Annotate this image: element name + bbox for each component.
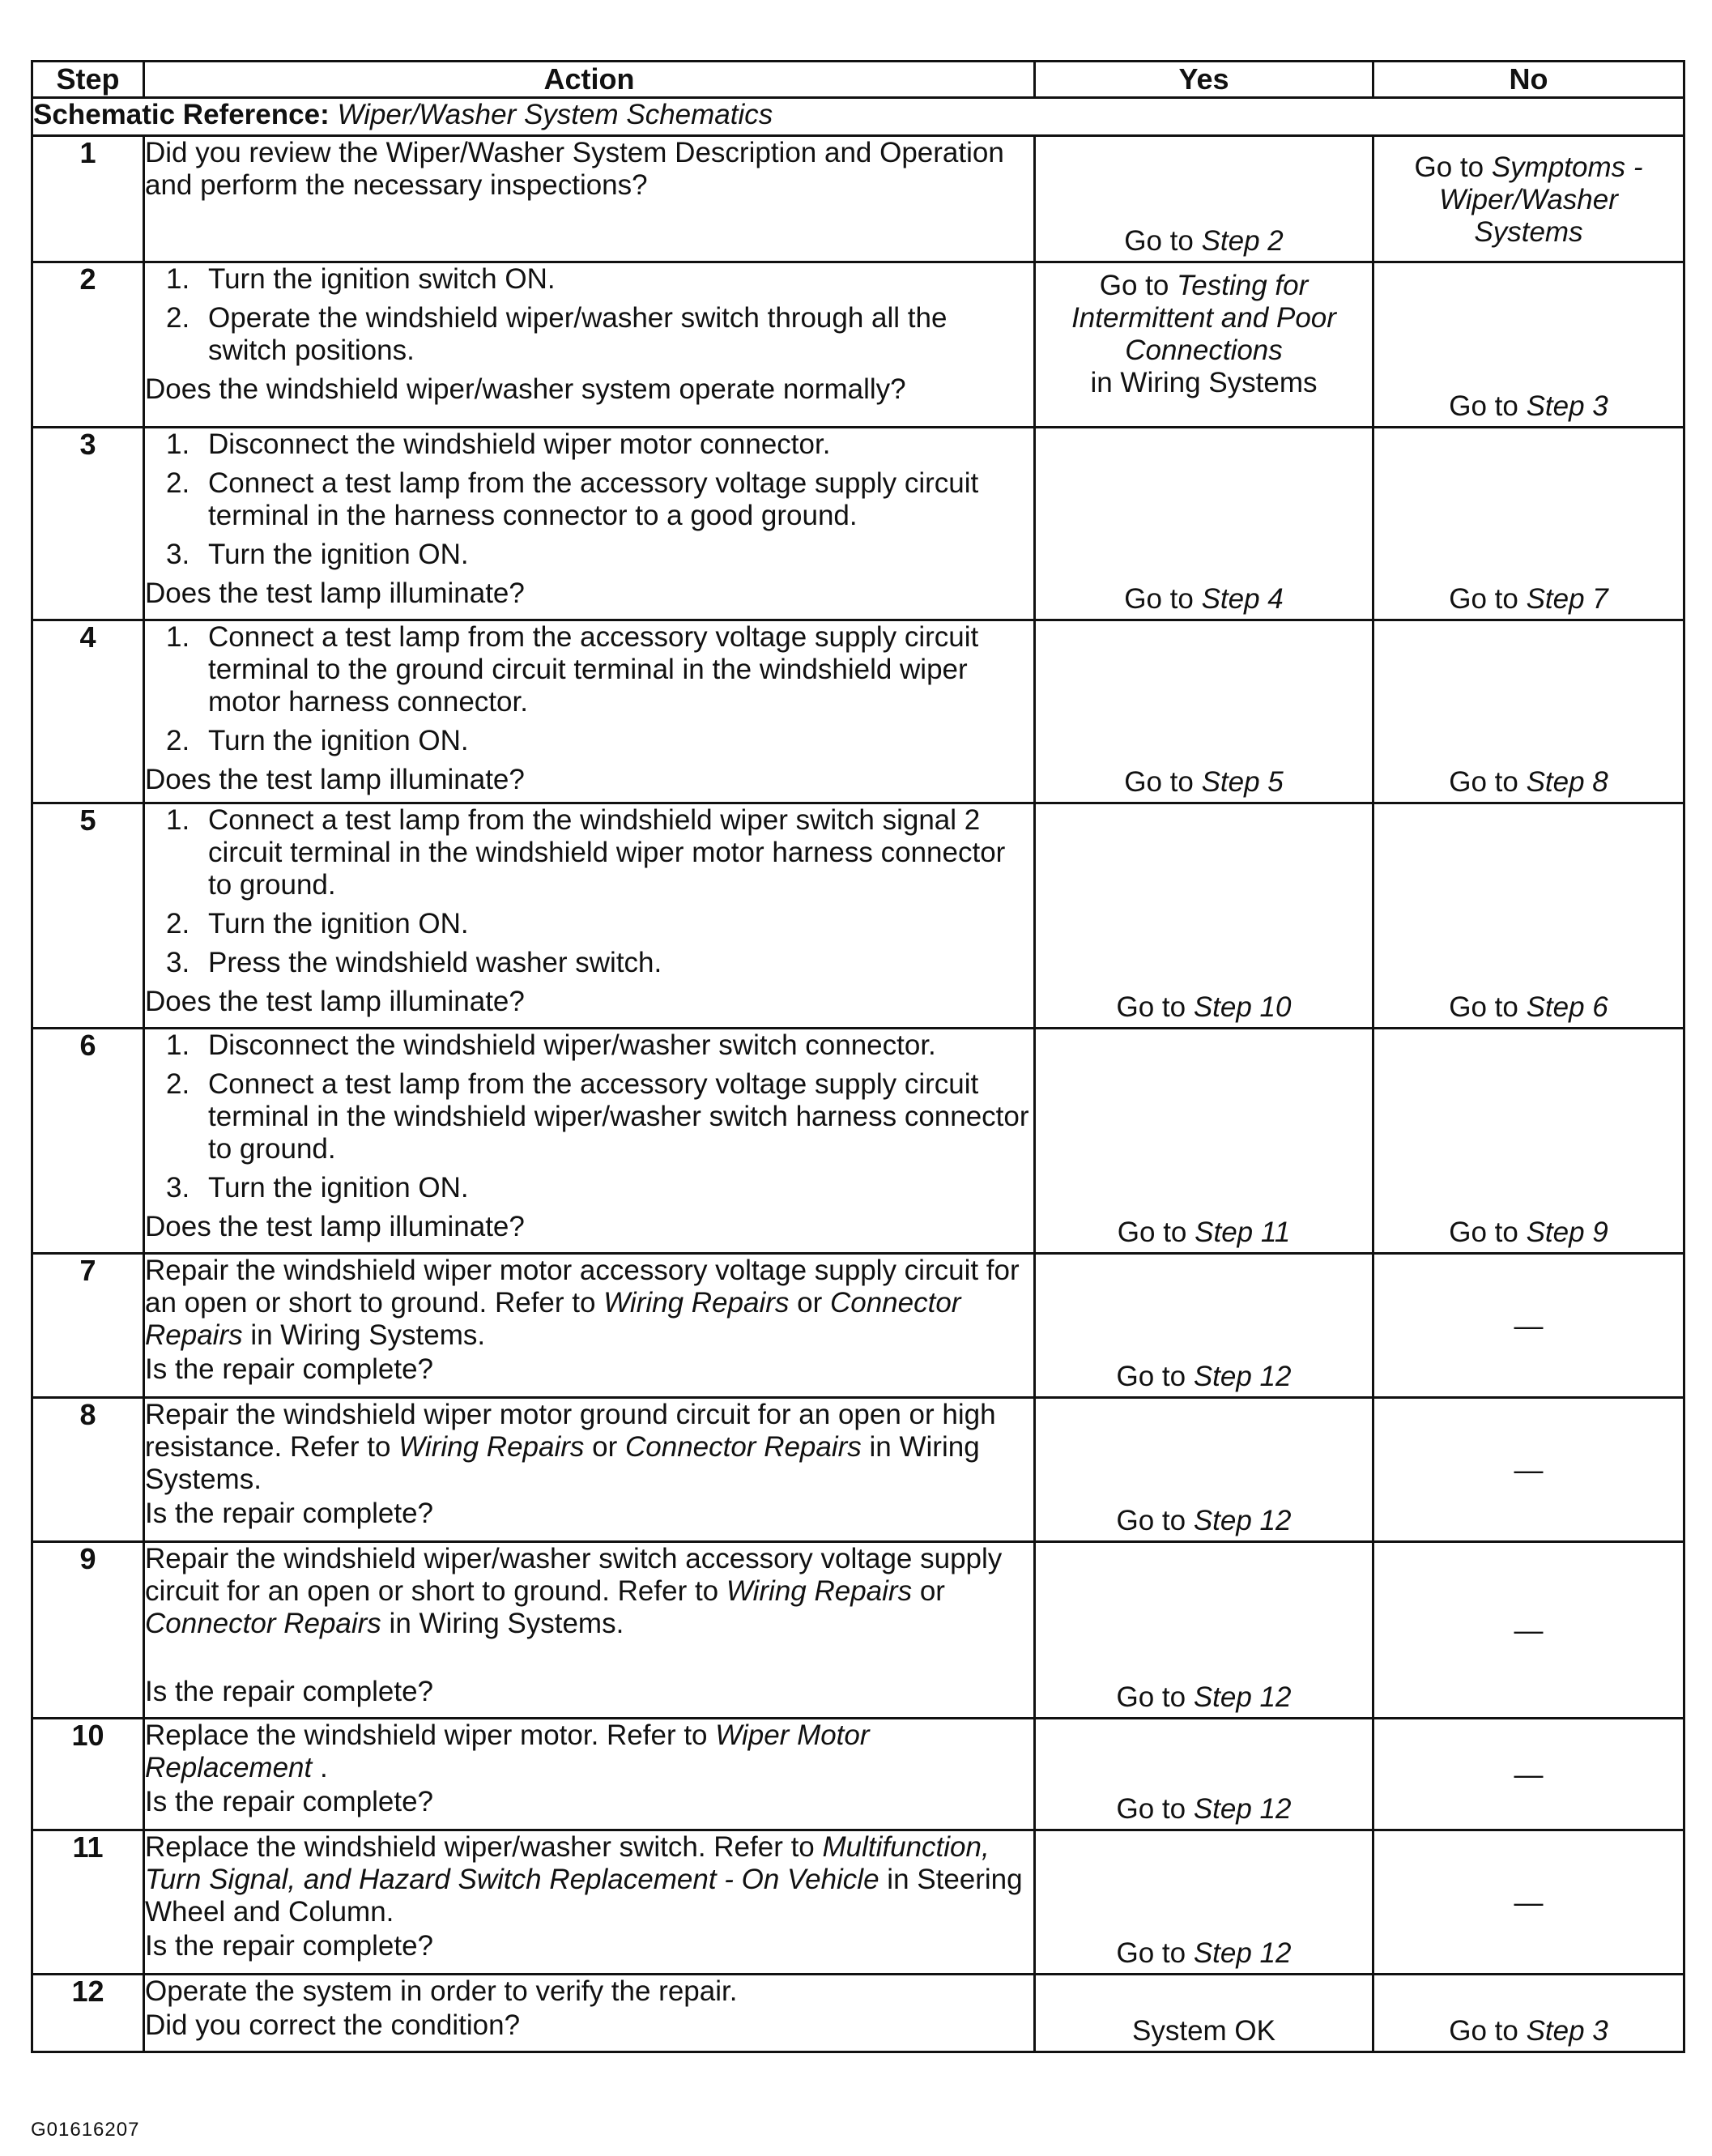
action-question: Does the test lamp illuminate?: [145, 577, 525, 609]
no-cell: [1373, 620, 1684, 803]
action-step: [145, 428, 1033, 461]
action-step-number: 2.: [166, 467, 190, 499]
yes-ref: Step 12: [1193, 1937, 1292, 1969]
action-question: Is the repair complete?: [145, 1930, 434, 1962]
action-step: [145, 1029, 1033, 1062]
no-cell: [1373, 136, 1684, 262]
no-outcome: [1374, 991, 1683, 1024]
action-step: [145, 1068, 1033, 1165]
diagnostic-table: [31, 60, 1685, 2053]
action-step-number: 2.: [166, 908, 190, 940]
action-text-part: Repair the windshield wiper/washer switch accessory voltage supply circuit for an open or short to ground. Refer to: [145, 1543, 1003, 1607]
action-step-number: 1.: [166, 621, 190, 653]
yes-prefix: Go to: [1124, 583, 1202, 615]
no-cell: [1373, 1719, 1684, 1830]
no-ref: Step 6: [1526, 991, 1608, 1023]
action-step: [145, 908, 1033, 940]
yes-outcome: [1036, 1681, 1372, 1714]
action-cell: [144, 1254, 1035, 1398]
action-question: Does the test lamp illuminate?: [145, 986, 525, 1017]
table-row: [32, 1719, 1684, 1830]
step-number: 12: [32, 1975, 144, 2052]
table-row: [32, 803, 1684, 1029]
yes-cell: [1035, 136, 1373, 262]
step-number: 1: [32, 136, 144, 262]
no-prefix: Go to: [1414, 151, 1492, 183]
action-text-part: or: [789, 1287, 830, 1319]
action-text: [145, 1719, 1033, 1784]
action-step-text: Connect a test lamp from the accessory voltage supply circuit terminal in the windshield wiper/washer switch harness connector to ground.: [208, 1068, 1029, 1165]
yes-cell: [1035, 1830, 1373, 1975]
action-steps: [145, 804, 1033, 979]
action-ref: Connector Repairs: [624, 1431, 862, 1463]
no-ref: Step 7: [1526, 583, 1608, 615]
action-step: [145, 1172, 1033, 1204]
schematic-label: Schematic Reference:: [33, 99, 330, 130]
yes-outcome: [1036, 1793, 1372, 1826]
table-row: [32, 620, 1684, 803]
yes-prefix: Go to: [1124, 225, 1202, 257]
action-steps: [145, 428, 1033, 571]
yes-cell: [1035, 1254, 1373, 1398]
yes-prefix: Go to: [1116, 1937, 1194, 1969]
action-text-part: in Steering Wheel and Column.: [145, 1864, 1023, 1928]
action-step-number: 1.: [166, 263, 190, 295]
action-question: Did you correct the condition?: [145, 2009, 521, 2041]
action-cell: [144, 803, 1035, 1029]
action-text-part: .: [312, 1752, 328, 1783]
no-ref-line2: Wiper/Washer: [1439, 184, 1618, 215]
yes-prefix: Go to: [1116, 1505, 1194, 1536]
no-cell: [1373, 1029, 1684, 1254]
action-step-number: 2.: [166, 1068, 190, 1100]
table-row: [32, 1830, 1684, 1975]
yes-ref-line3: Connections: [1125, 334, 1283, 366]
no-prefix: Go to: [1449, 766, 1527, 798]
table-row: [32, 1398, 1684, 1542]
yes-ref: Step 12: [1193, 1361, 1292, 1392]
action-steps: [145, 621, 1033, 757]
action-cell: [144, 1975, 1035, 2052]
step-number: 7: [32, 1254, 144, 1398]
action-text: Operate the system in order to verify the repair.: [145, 1975, 738, 2007]
no-outcome-none: —: [1514, 1885, 1544, 1919]
action-cell: [144, 136, 1035, 262]
yes-outcome: [1036, 1216, 1372, 1249]
no-outcome-none: —: [1514, 1452, 1544, 1486]
action-step-number: 3.: [166, 539, 190, 570]
no-outcome: [1374, 390, 1683, 423]
yes-outcome: System OK: [1132, 2015, 1275, 2047]
action-text-part: Repair the windshield wiper motor ground circuit for an open or high resistance. Refer to: [145, 1399, 996, 1463]
yes-outcome: [1036, 766, 1372, 799]
action-cell: [144, 428, 1035, 620]
yes-prefix: Go to: [1116, 1361, 1194, 1392]
action-step: [145, 947, 1033, 979]
action-text-part: Repair the windshield wiper motor accessory voltage supply circuit for an open or short to ground. Refer to: [145, 1255, 1020, 1319]
action-step-text: Connect a test lamp from the accessory voltage supply circuit terminal to the ground circuit terminal in the windshield wiper motor harness connector.: [208, 621, 979, 718]
step-number: 6: [32, 1029, 144, 1254]
action-steps: [145, 1029, 1033, 1204]
action-cell: [144, 1719, 1035, 1830]
action-step-number: 1.: [166, 804, 190, 836]
action-cell: [144, 1398, 1035, 1542]
action-text: [145, 1255, 1033, 1352]
step-number: 5: [32, 803, 144, 1029]
action-step-text: Disconnect the windshield wiper/washer switch connector.: [208, 1029, 936, 1061]
yes-prefix: Go to: [1116, 1793, 1194, 1825]
action-steps: [145, 263, 1033, 367]
action-ref: Connector Repairs: [145, 1608, 381, 1639]
yes-cell: [1035, 1975, 1373, 2052]
schematic-row: [32, 98, 1684, 136]
action-step-number: 1.: [166, 1029, 190, 1061]
action-text-part: or: [912, 1575, 945, 1607]
action-text-part: in Wiring Systems.: [145, 1431, 980, 1495]
yes-cell: [1035, 1719, 1373, 1830]
header-action: Action: [144, 62, 1035, 98]
action-step-text: Turn the ignition switch ON.: [208, 263, 556, 295]
yes-cell: [1035, 1398, 1373, 1542]
header-yes: Yes: [1035, 62, 1373, 98]
action-cell: [144, 262, 1035, 428]
no-cell: [1373, 803, 1684, 1029]
table-row: [32, 1254, 1684, 1398]
yes-ref: Step 12: [1193, 1681, 1292, 1713]
action-cell: [144, 1029, 1035, 1254]
no-prefix: Go to: [1449, 1216, 1527, 1248]
action-text: [145, 1831, 1033, 1928]
action-step-text: Turn the ignition ON.: [208, 1172, 469, 1204]
action-step-number: 3.: [166, 947, 190, 978]
yes-cell: [1035, 262, 1373, 428]
no-cell: [1373, 1398, 1684, 1542]
yes-outcome: [1036, 583, 1372, 616]
no-cell: [1373, 1542, 1684, 1719]
step-number: 10: [32, 1719, 144, 1830]
yes-ref: Step 4: [1201, 583, 1284, 615]
step-number: 4: [32, 620, 144, 803]
yes-prefix: Go to: [1099, 270, 1178, 301]
figure-id: G01616207: [31, 2119, 140, 2141]
schematic-value: Wiper/Washer System Schematics: [337, 99, 773, 130]
action-step-number: 2.: [166, 302, 190, 334]
action-step-text: Disconnect the windshield wiper motor connector.: [208, 428, 831, 460]
action-cell: [144, 1542, 1035, 1719]
yes-ref: Step 10: [1193, 991, 1292, 1023]
action-text-part: in Wiring Systems.: [242, 1319, 486, 1351]
yes-ref: Step 5: [1201, 766, 1284, 798]
action-step: [145, 263, 1033, 296]
table-row: [32, 428, 1684, 620]
no-outcome: [1374, 2015, 1683, 2047]
yes-cell: [1035, 620, 1373, 803]
yes-cell: [1035, 803, 1373, 1029]
action-step-text: Turn the ignition ON.: [208, 908, 469, 940]
step-number: 11: [32, 1830, 144, 1975]
yes-cell: [1035, 428, 1373, 620]
no-outcome: [1374, 583, 1683, 616]
action-step-text: Turn the ignition ON.: [208, 539, 469, 570]
yes-ref-line2: Intermittent and Poor: [1071, 302, 1336, 334]
yes-ref-line1: Testing for: [1177, 270, 1309, 301]
action-step-number: 2.: [166, 725, 190, 756]
no-outcome-none: —: [1514, 1308, 1544, 1342]
action-step: [145, 539, 1033, 571]
table-row: [32, 136, 1684, 262]
action-step-number: 1.: [166, 428, 190, 460]
yes-outcome: [1036, 991, 1372, 1024]
no-ref-line3: Systems: [1474, 216, 1583, 248]
yes-prefix: Go to: [1117, 1216, 1195, 1248]
table-row: [32, 1542, 1684, 1719]
no-prefix: Go to: [1449, 583, 1527, 615]
action-question: Is the repair complete?: [145, 1353, 434, 1385]
table-row: [32, 262, 1684, 428]
yes-prefix: Go to: [1116, 1681, 1194, 1713]
action-cell: [144, 1830, 1035, 1975]
yes-outcome: [1036, 225, 1372, 258]
schematic-reference: [32, 98, 1684, 136]
step-number: 9: [32, 1542, 144, 1719]
action-question: Is the repair complete?: [145, 1676, 434, 1707]
header-row: [32, 62, 1684, 98]
action-step-text: Press the windshield washer switch.: [208, 947, 662, 978]
no-outcome: [1374, 766, 1683, 799]
table-row: [32, 1975, 1684, 2052]
yes-prefix: Go to: [1124, 766, 1202, 798]
action-ref: Wiring Repairs: [726, 1575, 913, 1607]
action-text-part: in Wiring Systems.: [381, 1608, 624, 1639]
yes-ref: Step 2: [1201, 225, 1284, 257]
step-number: 2: [32, 262, 144, 428]
action-ref: Wiper Motor Replacement: [145, 1719, 870, 1783]
action-cell: [144, 620, 1035, 803]
header-no: No: [1373, 62, 1684, 98]
no-ref: Step 3: [1526, 2015, 1608, 2047]
action-text: Did you review the Wiper/Washer System Description and Operation and perform the necessary inspections?: [145, 137, 1004, 201]
action-text-part: or: [584, 1431, 625, 1463]
action-question: Does the test lamp illuminate?: [145, 764, 525, 795]
no-cell: [1373, 428, 1684, 620]
action-step: [145, 621, 1033, 718]
no-cell: [1373, 1830, 1684, 1975]
action-question: Is the repair complete?: [145, 1498, 434, 1529]
yes-outcome: [1036, 263, 1372, 399]
action-step-text: Operate the windshield wiper/washer switch through all the switch positions.: [208, 302, 948, 366]
action-step-text: Turn the ignition ON.: [208, 725, 469, 756]
action-question: Does the test lamp illuminate?: [145, 1211, 525, 1242]
no-cell: [1373, 1254, 1684, 1398]
no-cell: [1373, 262, 1684, 428]
action-ref: Wiring Repairs: [603, 1287, 790, 1319]
action-step: [145, 725, 1033, 757]
yes-prefix: Go to: [1116, 991, 1194, 1023]
step-number: 3: [32, 428, 144, 620]
action-ref: Connector Repairs: [145, 1287, 961, 1351]
action-step: [145, 302, 1033, 367]
no-cell: [1373, 1975, 1684, 2052]
yes-ref: Step 12: [1193, 1505, 1292, 1536]
action-step-text: Connect a test lamp from the windshield wiper switch signal 2 circuit terminal in the windshield wiper motor harness connector to ground.: [208, 804, 1006, 901]
action-question: Does the windshield wiper/washer system operate normally?: [145, 373, 906, 405]
no-ref: Step 3: [1526, 390, 1608, 422]
yes-cell: [1035, 1542, 1373, 1719]
no-ref: Step 8: [1526, 766, 1608, 798]
no-outcome: [1374, 137, 1683, 249]
step-number: 8: [32, 1398, 144, 1542]
action-text-part: Replace the windshield wiper/washer switch. Refer to: [145, 1831, 823, 1863]
no-ref-line1: Symptoms -: [1491, 151, 1643, 183]
yes-suffix: in Wiring Systems: [1090, 367, 1318, 398]
no-prefix: Go to: [1449, 390, 1527, 422]
no-outcome-none: —: [1514, 1757, 1544, 1791]
no-prefix: Go to: [1449, 991, 1527, 1023]
diagnostic-table-container: [31, 60, 1683, 2053]
yes-ref: Step 11: [1195, 1216, 1291, 1248]
action-step-number: 3.: [166, 1172, 190, 1204]
yes-ref: Step 12: [1193, 1793, 1292, 1825]
yes-outcome: [1036, 1937, 1372, 1970]
action-question: Is the repair complete?: [145, 1786, 434, 1817]
action-step: [145, 467, 1033, 532]
no-outcome-none: —: [1514, 1613, 1544, 1647]
table-row: [32, 1029, 1684, 1254]
action-ref: Wiring Repairs: [398, 1431, 585, 1463]
header-step: Step: [32, 62, 144, 98]
no-ref: Step 9: [1526, 1216, 1608, 1248]
no-outcome: [1374, 1216, 1683, 1249]
action-ref: Multifunction, Turn Signal, and Hazard Switch Replacement - On Vehicle: [145, 1831, 990, 1895]
action-text: [145, 1543, 1033, 1640]
yes-outcome: [1036, 1361, 1372, 1393]
no-prefix: Go to: [1449, 2015, 1527, 2047]
action-step-text: Connect a test lamp from the accessory voltage supply circuit terminal in the harness connector to a good ground.: [208, 467, 979, 531]
yes-outcome: [1036, 1505, 1372, 1537]
action-text: [145, 1399, 1033, 1496]
action-step: [145, 804, 1033, 901]
yes-cell: [1035, 1029, 1373, 1254]
action-text-part: Replace the windshield wiper motor. Refer to: [145, 1719, 716, 1751]
